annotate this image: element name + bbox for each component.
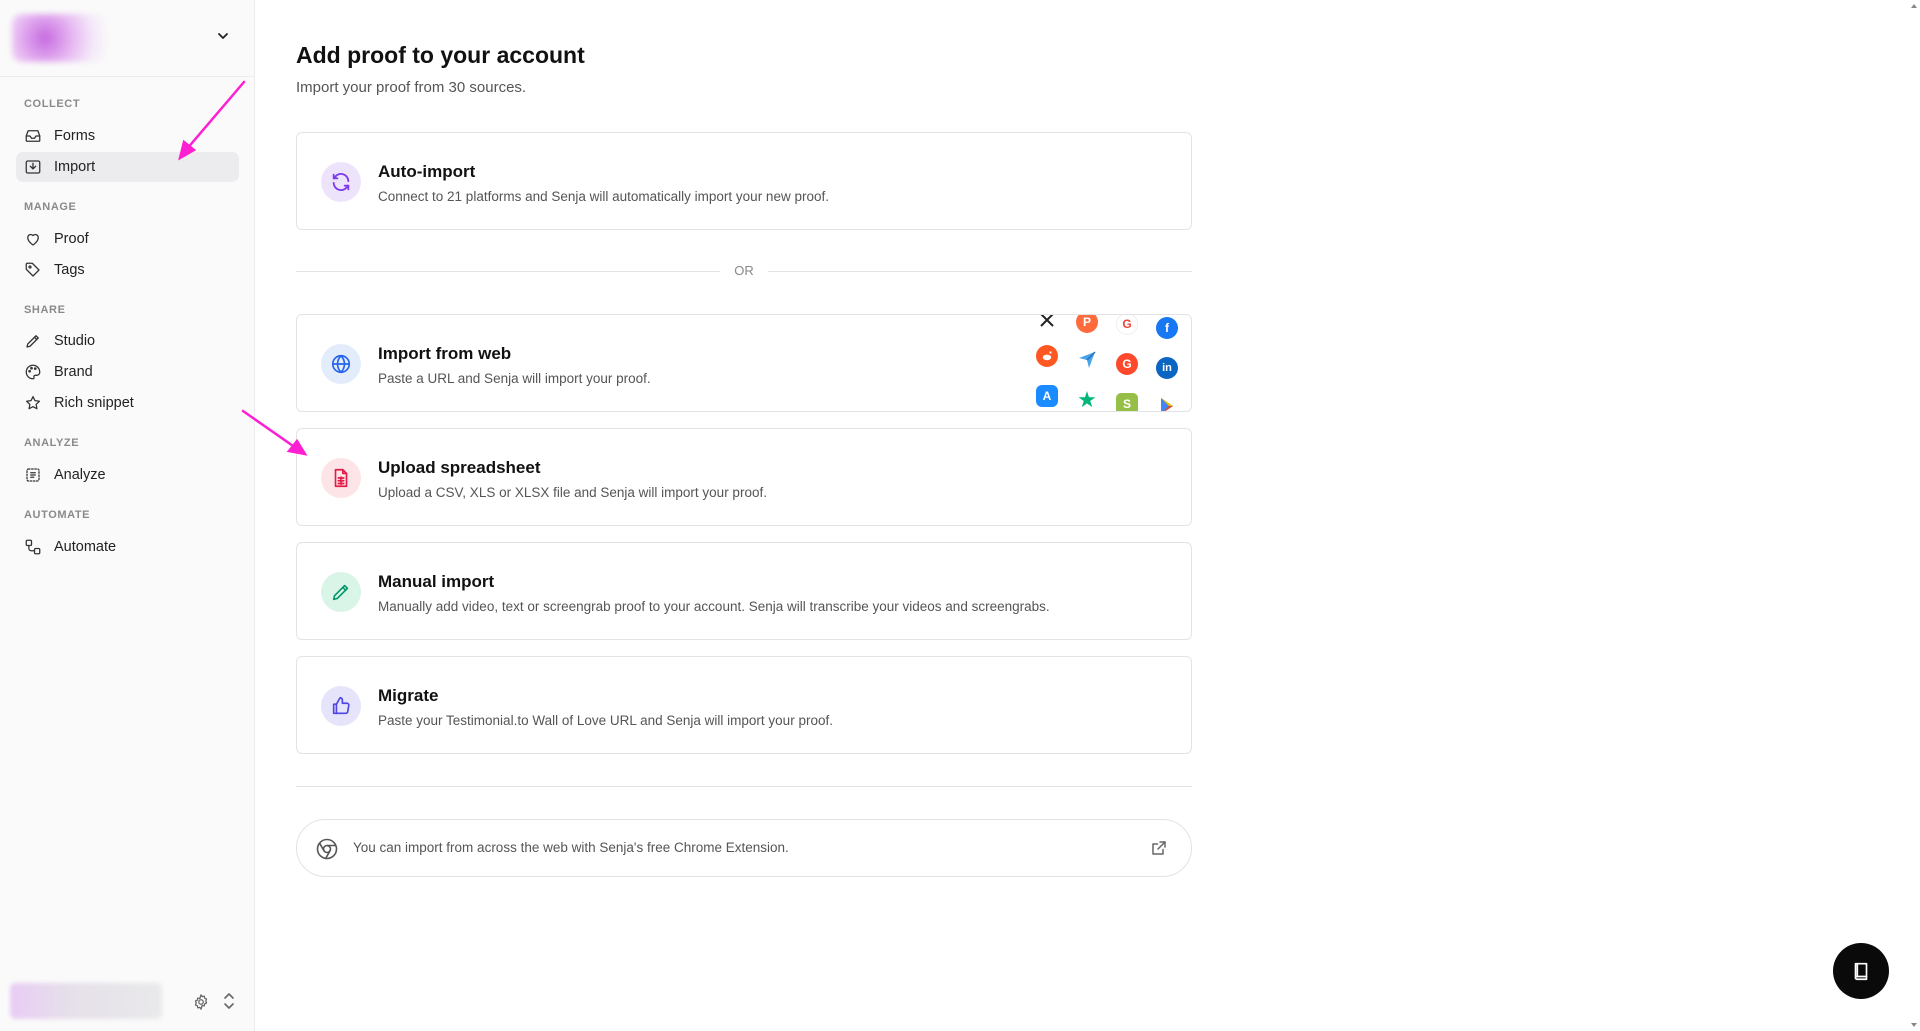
- external-link-icon[interactable]: [1151, 840, 1167, 856]
- palette-icon: [24, 363, 42, 381]
- reddit-icon: [1036, 345, 1058, 367]
- chrome-icon: [315, 837, 339, 861]
- thumbs-up-icon: [321, 686, 361, 726]
- workspace-avatar: [12, 14, 122, 62]
- or-separator: [296, 260, 1192, 282]
- trustpilot-icon: ★: [1077, 387, 1097, 412]
- sidebar-item-label: Brand: [54, 364, 93, 380]
- pen-icon: [24, 332, 42, 350]
- card-description: Upload a CSV, XLS or XLSX file and Senja will import your proof.: [378, 485, 767, 500]
- producthunt-icon: P: [1076, 314, 1098, 333]
- sidebar-item-automate[interactable]: [16, 532, 239, 562]
- sidebar-item-label: Rich snippet: [54, 395, 134, 411]
- sidebar-item-import[interactable]: [16, 152, 239, 182]
- sidebar-item-forms[interactable]: [16, 121, 239, 151]
- sidebar-item-label: Automate: [54, 539, 117, 555]
- scrollbar[interactable]: [1908, 0, 1920, 1031]
- refresh-icon: [321, 162, 361, 202]
- g2-icon: G: [1116, 353, 1138, 375]
- or-label: OR: [734, 263, 754, 278]
- divider: [296, 271, 720, 272]
- chevron-up-down-icon[interactable]: [222, 991, 236, 1011]
- help-button[interactable]: [1833, 943, 1889, 999]
- workspace-switcher[interactable]: [8, 8, 245, 68]
- tag-icon: [24, 261, 42, 279]
- migrate-card[interactable]: [296, 656, 1192, 754]
- section-title-share: SHARE: [24, 304, 66, 316]
- card-title: Manual import: [378, 572, 495, 591]
- divider: [768, 271, 1192, 272]
- auto-import-card[interactable]: [296, 132, 1192, 230]
- pencil-icon: [321, 572, 361, 612]
- card-description: Manually add video, text or screengrab proof to your account. Senja will transcribe your videos and screengrabs.: [378, 599, 1050, 614]
- card-description: Paste a URL and Senja will import your proof.: [378, 371, 651, 386]
- page-subtitle: Import your proof from 30 sources.: [296, 79, 527, 96]
- scroll-down-icon[interactable]: [1910, 1021, 1918, 1029]
- sidebar-item-proof[interactable]: [16, 224, 239, 254]
- card-title: Auto-import: [378, 162, 476, 181]
- divider: [296, 786, 1192, 787]
- card-title: Upload spreadsheet: [378, 458, 541, 477]
- spreadsheet-icon: [321, 458, 361, 498]
- star-icon: [24, 394, 42, 412]
- chevron-down-icon: [215, 28, 231, 44]
- book-icon: [1850, 960, 1872, 982]
- sidebar-item-studio[interactable]: [16, 326, 239, 356]
- import-icon: [24, 158, 42, 176]
- capterra-icon: [1076, 349, 1098, 371]
- sidebar: [0, 0, 255, 1031]
- sidebar-item-label: Studio: [54, 333, 96, 349]
- card-description: Connect to 21 platforms and Senja will automatically import your new proof.: [378, 189, 829, 204]
- sidebar-divider: [0, 76, 255, 77]
- card-description: Paste your Testimonial.to Wall of Love URL and Senja will import your proof.: [378, 713, 833, 728]
- linkedin-icon: in: [1156, 357, 1178, 379]
- page-title: Add proof to your account: [296, 42, 585, 68]
- import-from-web-card[interactable]: [296, 314, 1192, 412]
- sidebar-item-analyze[interactable]: [16, 460, 239, 490]
- section-title-manage: MANAGE: [24, 201, 77, 213]
- heart-icon: [24, 230, 42, 248]
- sidebar-item-label: Tags: [54, 262, 85, 278]
- analyze-icon: [24, 466, 42, 484]
- sidebar-item-label: Proof: [54, 231, 89, 247]
- section-title-analyze: ANALYZE: [24, 437, 80, 449]
- sidebar-item-label: Import: [54, 159, 96, 175]
- extension-text: You can import from across the web with Senja's free Chrome Extension.: [353, 840, 789, 855]
- manual-import-card[interactable]: [296, 542, 1192, 640]
- sidebar-item-rich-snippet[interactable]: [16, 388, 239, 418]
- section-title-automate: AUTOMATE: [24, 509, 91, 521]
- workflow-icon: [24, 538, 42, 556]
- shopify-icon: S: [1116, 393, 1138, 412]
- facebook-icon: f: [1156, 317, 1178, 339]
- user-menu[interactable]: [10, 983, 162, 1019]
- sidebar-item-tags[interactable]: [16, 255, 239, 285]
- card-title: Import from web: [378, 344, 512, 363]
- chrome-extension-banner[interactable]: [296, 819, 1192, 877]
- globe-icon: [321, 344, 361, 384]
- sidebar-item-label: Analyze: [54, 467, 106, 483]
- scroll-up-icon[interactable]: [1910, 2, 1918, 10]
- playstore-icon: [1156, 395, 1178, 412]
- upload-spreadsheet-card[interactable]: [296, 428, 1192, 526]
- sidebar-item-label: Forms: [54, 128, 96, 144]
- appstore-icon: A: [1036, 385, 1058, 407]
- inbox-icon: [24, 127, 42, 145]
- google-icon: G: [1116, 314, 1138, 335]
- source-logos: [1021, 315, 1191, 412]
- x-icon: [1036, 314, 1058, 331]
- sidebar-footer: [0, 975, 255, 1031]
- card-title: Migrate: [378, 686, 439, 705]
- section-title-collect: COLLECT: [24, 98, 81, 110]
- gear-icon[interactable]: [192, 993, 210, 1011]
- sidebar-item-brand[interactable]: [16, 357, 239, 387]
